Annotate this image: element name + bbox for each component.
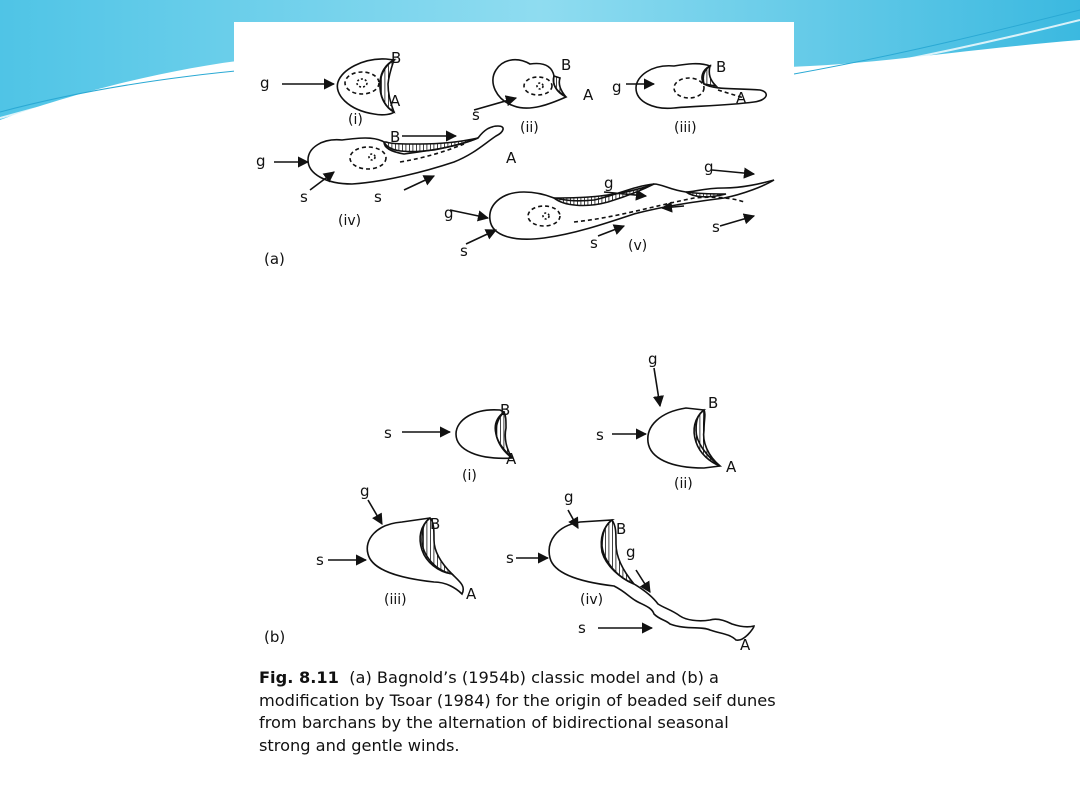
caption-text: (a) Bagnold’s (1954b) classic model and (b) a modification by Tsoar (1984) for the origin of beaded seif dunes from barchans by the alternation of bidirectional seasonal strong and gentle winds.	[259, 668, 776, 755]
stage-label-a-i: (i)	[348, 112, 363, 128]
wind-s-b-ii: s	[596, 426, 604, 444]
wind-g-b-iii: g	[360, 482, 370, 500]
stage-label-b-i: (i)	[462, 468, 477, 484]
dune-a-i	[282, 59, 394, 115]
point-b-a-ii: B	[561, 56, 572, 74]
point-a-a-iii: A	[736, 89, 747, 107]
stage-label-a-ii: (ii)	[520, 120, 539, 136]
point-a-a-iv: A	[506, 149, 517, 167]
point-b-a-i: B	[391, 49, 402, 67]
wind-s2-a-iv: s	[374, 188, 382, 206]
stage-label-a-iii: (iii)	[674, 120, 697, 136]
wind-s1-a-iv: s	[300, 188, 308, 206]
wind-g-a-iv: g	[256, 152, 266, 170]
wind-g2-a-v: g	[604, 174, 614, 192]
dune-a-iv	[274, 126, 503, 190]
dune-b-ii	[612, 368, 720, 468]
wind-s3-a-v: s	[712, 218, 720, 236]
wind-s2-a-v: s	[590, 234, 598, 252]
point-a-a-i: A	[390, 92, 401, 110]
point-b-b-iv: B	[616, 520, 627, 538]
figure-number: Fig. 8.11	[259, 668, 339, 687]
point-b-b-iii: B	[430, 515, 441, 533]
wind-g1-b-iv: g	[564, 488, 574, 506]
wind-g-a-i: g	[260, 74, 270, 92]
point-a-b-iv: A	[740, 636, 751, 654]
stage-label-b-iv: (iv)	[580, 592, 604, 608]
stage-label-b-iii: (iii)	[384, 592, 407, 608]
wind-s2-b-iv: s	[578, 619, 586, 637]
wind-g1-a-v: g	[444, 204, 454, 222]
wind-g3-a-v: g	[704, 158, 714, 176]
wind-s1-a-v: s	[460, 242, 468, 260]
point-b-a-iv: B	[390, 128, 401, 146]
wind-g-b-ii: g	[648, 350, 658, 368]
point-a-b-iii: A	[466, 585, 477, 603]
stage-label-b-ii: (ii)	[674, 476, 693, 492]
dune-b-iv	[516, 510, 754, 640]
stage-label-a-iv: (iv)	[338, 213, 362, 229]
wind-s-b-i: s	[384, 424, 392, 442]
wind-g-a-iii: g	[612, 78, 622, 96]
figure-page	[234, 22, 794, 782]
wind-s1-b-iv: s	[506, 549, 514, 567]
stage-label-a-v: (v)	[628, 238, 648, 254]
wind-s-b-iii: s	[316, 551, 324, 569]
point-a-b-ii: A	[726, 458, 737, 476]
dune-b-i	[402, 410, 512, 458]
dune-a-ii	[474, 60, 566, 110]
point-b-b-ii: B	[708, 394, 719, 412]
part-label-b: (b)	[264, 628, 286, 646]
wind-s-a-ii: s	[472, 106, 480, 124]
point-b-b-i: B	[500, 401, 511, 419]
dune-b-iii	[328, 500, 463, 594]
wind-g2-b-iv: g	[626, 543, 636, 561]
figure-caption	[259, 667, 779, 757]
point-b-a-iii: B	[716, 58, 727, 76]
part-label-a: (a)	[264, 250, 285, 268]
point-a-a-ii: A	[583, 86, 594, 104]
point-a-b-i: A	[506, 450, 517, 468]
